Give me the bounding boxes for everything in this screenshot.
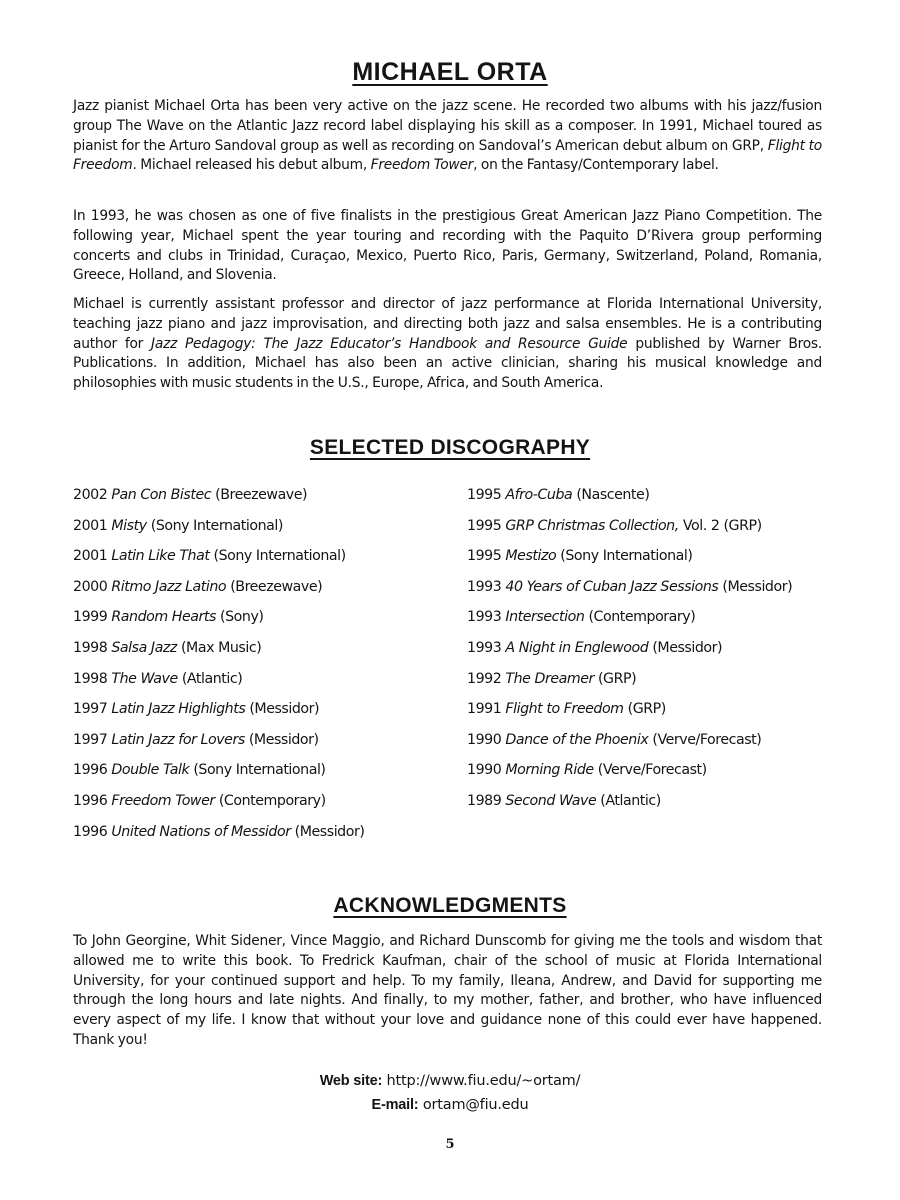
album-title: GRP Christmas Collection, (505, 517, 679, 534)
album-label: (Messidor) (248, 731, 319, 748)
discography-item (467, 759, 792, 790)
album-label: (Max Music) (180, 639, 262, 656)
discography-item (467, 545, 792, 576)
album-year: 1996 (73, 762, 108, 779)
bio-paragraph-3 (73, 295, 822, 394)
album-title: Double Talk (111, 762, 190, 779)
text-run: Michael is currently assistant professor and director of jazz performance at Florida International University, teaching jazz piano and jazz improvisation, and directing both jazz and salsa ensembles. He is a contributing author for (73, 296, 822, 352)
italic-title: Flight to Freedom (73, 137, 822, 174)
italic-title: Freedom Tower (370, 157, 474, 174)
discography-item (73, 484, 364, 515)
album-year: 1997 (73, 701, 108, 718)
album-title: Random Hearts (111, 609, 216, 626)
album-title: 40 Years of Cuban Jazz Sessions (505, 578, 719, 595)
discography-heading (0, 436, 900, 460)
album-year: 2001 (73, 548, 108, 565)
album-title: Latin Jazz Highlights (111, 701, 246, 718)
discography-item (467, 790, 792, 821)
album-year: 1995 (467, 548, 502, 565)
discography-item (73, 759, 364, 790)
album-year: 1997 (73, 731, 108, 748)
album-label: (Verve/Forecast) (652, 731, 762, 748)
album-label: (Contemporary) (218, 792, 326, 809)
album-title: United Nations of Messidor (111, 823, 291, 840)
discography-item (73, 576, 364, 607)
album-year: 1998 (73, 639, 108, 656)
album-label: (Nascente) (576, 487, 650, 503)
bio-heading-text: MICHAEL ORTA (352, 58, 548, 86)
album-label: (Atlantic) (600, 792, 661, 809)
discography-item (467, 668, 792, 699)
email-label: E-mail: (371, 1097, 419, 1113)
album-year: 1999 (73, 609, 108, 626)
album-title: Misty (111, 517, 147, 534)
bio-paragraph-1 (73, 97, 822, 176)
album-label: (Messidor) (249, 701, 320, 718)
album-label: (Breezewave) (230, 578, 323, 595)
discography-item (73, 668, 364, 699)
album-label: (Sony International) (193, 762, 326, 779)
album-year: 1996 (73, 792, 108, 809)
album-title: Pan Con Bistec (111, 487, 212, 503)
discography-item (467, 484, 792, 515)
bio-heading (0, 58, 900, 87)
discography-item (73, 515, 364, 546)
album-title: Latin Like That (111, 548, 210, 565)
discography-item (73, 790, 364, 821)
album-year: 1992 (467, 670, 502, 687)
discography-item (467, 729, 792, 760)
discography-item (73, 821, 364, 852)
album-label: (Messidor) (294, 823, 365, 840)
album-year: 1995 (467, 487, 502, 503)
discography-left-column (73, 484, 364, 851)
album-year: 1990 (467, 731, 502, 748)
album-year: 1993 (467, 578, 502, 595)
website-link[interactable]: http://www.fiu.edu/~ortam/ (386, 1073, 581, 1089)
album-year: 1993 (467, 609, 502, 626)
discography-item (467, 637, 792, 668)
discography-item (467, 698, 792, 729)
album-year: 2001 (73, 517, 108, 534)
album-label: (Messidor) (652, 639, 723, 656)
acknowledgments-heading (0, 894, 900, 918)
album-title: The Wave (111, 670, 178, 687)
page-number: 5 (445, 1137, 455, 1152)
album-title: Morning Ride (505, 762, 594, 779)
album-title: Dance of the Phoenix (505, 731, 649, 748)
album-year: 2000 (73, 578, 108, 595)
album-title: Mestizo (505, 548, 557, 565)
album-label: (Sony International) (560, 548, 693, 565)
text-run: published by Warner Bros. Publications. In addition, Michael has also been an active clinician, sharing his musical knowledge and philosophies with music students in the U.S., Europe, Africa, and South America. (73, 335, 823, 392)
discography-item (467, 576, 792, 607)
discography-item (73, 545, 364, 576)
album-label: (Sony) (220, 609, 264, 626)
album-title: Second Wave (505, 792, 597, 809)
italic-title: Jazz Pedagogy: The Jazz Educator’s Handbook and Resource Guide (151, 335, 628, 352)
text-run: Jazz pianist Michael Orta has been very active on the jazz scene. He recorded two albums with his jazz/fusion group The Wave on the Atlantic Jazz record label displaying his skill as a composer. In 1991, Michael toured as pianist for the Arturo Sandoval group as well as recording on Sandoval’s American debut album on GRP, (73, 98, 822, 154)
acknowledgments-paragraph: To John Georgine, Whit Sidener, Vince Maggio, and Richard Dunscomb for giving me the tools and wisdom that allowed me to write this book. To Fredrick Kaufman, chair of the school of music at Florida International University, for your continued support and help. To my family, Ileana, Andrew, and David for supporting me through the long hours and late nights. And finally, to my mother, father, and brother, who have influenced every aspect of my life. I know that without your love and guidance none of this could ever have happened. Thank you! (73, 933, 822, 1048)
album-label: (Sony International) (213, 548, 346, 565)
discography-item (467, 606, 792, 637)
album-title: Intersection (505, 609, 585, 626)
email-line (0, 1097, 900, 1113)
album-title: Flight to Freedom (505, 701, 624, 718)
album-label: (Sony International) (150, 517, 283, 534)
album-year: 1995 (467, 517, 502, 534)
discography-item (73, 729, 364, 760)
text-run: , on the Fantasy/Contemporary label. (473, 157, 719, 174)
album-label: (Contemporary) (588, 609, 696, 626)
album-label: Vol. 2 (GRP) (682, 517, 762, 534)
discography-heading-text: SELECTED DISCOGRAPHY (309, 436, 591, 459)
album-label: (Verve/Forecast) (597, 762, 707, 779)
album-label: (GRP) (597, 670, 637, 687)
album-year: 1996 (73, 823, 108, 840)
discography-item (73, 606, 364, 637)
album-title: Salsa Jazz (111, 639, 177, 656)
discography-right-column (467, 484, 792, 821)
album-label: (Atlantic) (181, 670, 243, 687)
album-year: 1990 (467, 762, 502, 779)
album-label: (GRP) (627, 701, 666, 718)
album-label: (Messidor) (722, 578, 793, 595)
album-year: 1989 (467, 792, 502, 809)
acknowledgments-heading-text: ACKNOWLEDGMENTS (333, 894, 567, 917)
discography-item (73, 698, 364, 729)
album-title: The Dreamer (505, 670, 594, 687)
album-title: Afro-Cuba (505, 487, 573, 503)
email-link[interactable]: ortam@fiu.edu (422, 1097, 529, 1113)
discography-item (467, 515, 792, 546)
text-run: In 1993, he was chosen as one of five finalists in the prestigious Great American Jazz Piano Competition. The following year, Michael spent the year touring and recording with the Paquito D’Rivera group performing concerts and clubs in Trinidad, Curaçao, Mexico, Puerto Rico, Paris, Germany, Switzerland, Poland, Romania, Greece, Holland, and Slovenia. (73, 208, 822, 284)
album-title: A Night in Englewood (505, 639, 649, 656)
album-year: 1991 (467, 701, 502, 718)
website-label: Web site: (319, 1073, 383, 1089)
album-title: Freedom Tower (111, 792, 215, 809)
text-run: . Michael released his debut album, (132, 157, 371, 174)
album-year: 1993 (467, 639, 502, 656)
bio-paragraph-2 (73, 207, 822, 286)
album-title: Ritmo Jazz Latino (111, 578, 227, 595)
album-label: (Breezewave) (215, 487, 308, 503)
album-year: 1998 (73, 670, 108, 687)
album-title: Latin Jazz for Lovers (111, 731, 245, 748)
album-year: 2002 (73, 487, 108, 503)
discography-item (73, 637, 364, 668)
website-line (0, 1073, 900, 1089)
